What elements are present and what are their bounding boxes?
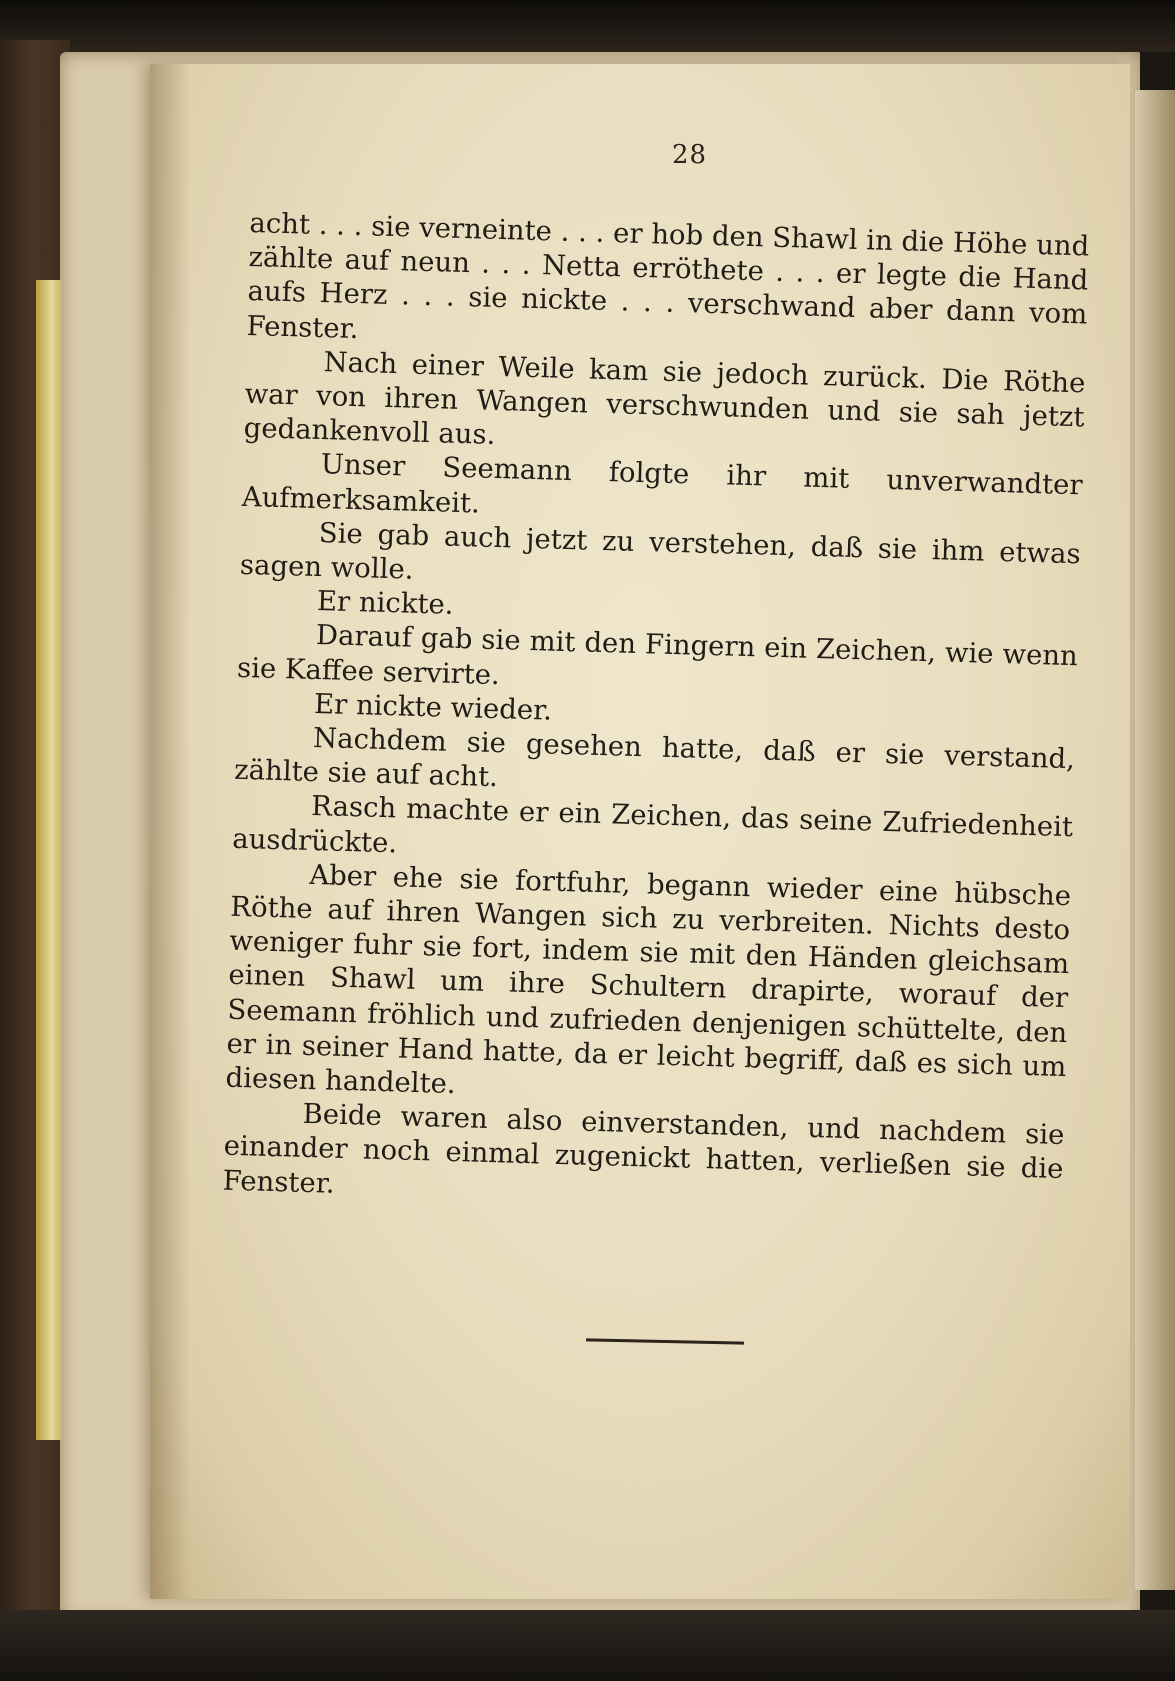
- book-cover-top: [0, 0, 1175, 52]
- paragraph: Aber ehe sie fortfuhr, begann wieder eine hübsche Röthe auf ihren Wangen sich zu verbreiten. Nichts desto weniger fuhr sie fort, indem sie mit den Händen gleichsam einen Shawl um ihre Schultern drapirte, worauf der Seemann fröhlich und zufrieden denjenigen schüttelte, den er in seiner Hand hatte, da er leicht begriff, daß es sich um diesen handelte.: [225, 858, 1072, 1101]
- paragraph: Er nickte.: [316, 585, 454, 622]
- paragraph: Unser Seemann folgte ihr mit unverwandter Aufmerksamkeit.: [241, 448, 1083, 520]
- paragraph: Nach einer Weile kam sie jedoch zurück. Die Röthe war von ihren Wangen verschwunden und sie sah jetzt gedankenvoll aus.: [243, 345, 1086, 452]
- page-edge-tab: [36, 280, 62, 1440]
- page-number: 28: [672, 140, 708, 170]
- paragraph: Nachdem sie gesehen hatte, daß er sie verstand, zählte sie auf acht.: [233, 722, 1076, 794]
- book-cover-bottom: [0, 1610, 1175, 1681]
- paragraph: Rasch machte er ein Zeichen, das seine Zufriedenheit ausdrückte.: [231, 790, 1074, 860]
- paragraph: Er nickte wieder.: [313, 687, 553, 727]
- paragraph: Darauf gab sie mit den Fingern ein Zeichen, wie wenn sie Kaffee servirte.: [236, 619, 1079, 691]
- page-text: [222, 206, 1089, 1221]
- paragraph: Beide waren also einverstanden, und nachdem sie einander noch einmal zugenickt hatten, verließen sie die Fenster.: [222, 1098, 1065, 1200]
- paragraph: Sie gab auch jetzt zu verstehen, daß sie ihm etwas sagen wolle.: [239, 516, 1082, 586]
- paragraph: acht . . . sie verneinte . . . er hob den Shawl in die Höhe und zählte auf neun . . . Netta erröthete . . . er legte die Hand aufs Herz . . . sie nickte . . . verschwand aber dann vom Fenster.: [246, 206, 1090, 345]
- gutter-shadow: [150, 64, 190, 1599]
- facing-page-edge: [1135, 90, 1175, 1590]
